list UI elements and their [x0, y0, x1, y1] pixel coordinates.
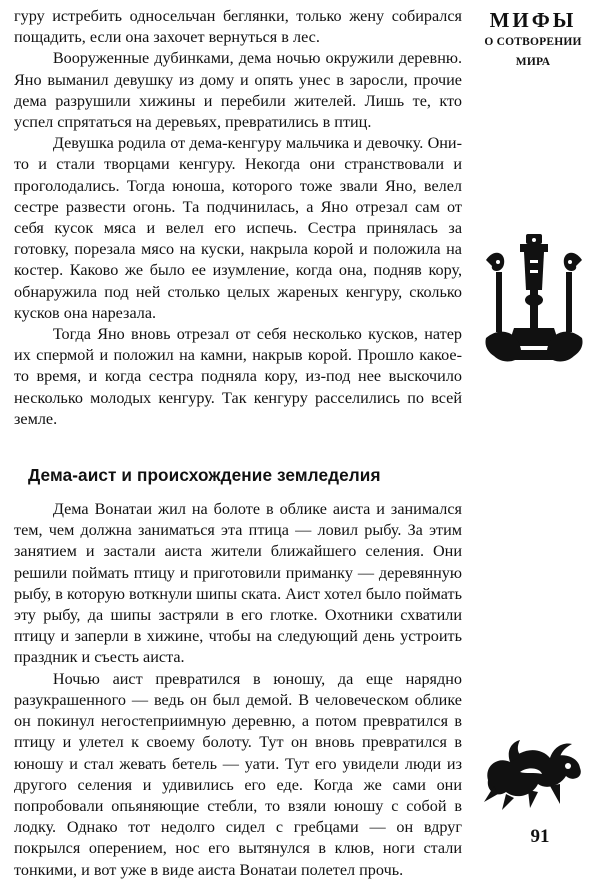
paragraph: Ночью аист превратился в юношу, да еще нарядно разукрашенного — ведь он был демой. В человеческом облике он покинул негостеприимную деревню, а потом превратился в птицу и улетел к своему болоту. Тут он вновь превратился в юношу и стал жевать бетель — уати. Тут его увидели люди из другого селения и удивились его еде. Когда же сами они попробовали опьяняющие стебли, то взяли юношу с собой в лодку. Однако тот недолго сидел с гребцами — он вдруг покрылся оперением, нос его вытянулся в клюв, ноги стали тонкими, и вот уже в виде аиста Вонатаи полетел прочь. — [14, 669, 462, 879]
ritual-figure-ornament — [480, 228, 588, 368]
page-number: 91 — [530, 826, 550, 847]
paragraph: гуру истребить односельчан беглянки, только жену собирался пощадить, если она захочет вернуться в лес. — [14, 7, 462, 47]
running-title: МИФЫ — [489, 8, 577, 32]
paragraph: Вооруженные дубинками, дема ночью окружили деревню. Яно выманил девушку из дому и опять унес в заросли, прочие дема разрушили хижины и перебили жителей. Лишь те, кто успел спрятаться на деревьях, превратились в птиц. — [14, 49, 462, 132]
paragraph: Девушка родила от дема-кенгуру мальчика и девочку. Они-то и стали творцами кенгуру. Некогда они странствовали и проголодались. Тогда юноша, которого тоже звали Яно, велел сестре развести огонь. Та подчинилась, а Яно отрезал сам от себя кусок мяса и велел его испечь. Сестра принялась за готовку, порезала мясо на куски, накрыла корой и положила на костер. Каково же было ее изумление, когда она, подняв кору, обнаружила под ней столько целых жареных кенгуру, сколько кусков она нарезала. — [14, 134, 462, 322]
running-header — [478, 8, 588, 72]
section-heading: Дема-аист и происхождение земледелия — [28, 465, 381, 486]
paragraph: Дема Вонатаи жил на болоте в облике аиста и занимался тем, чем должна заниматься эта птица — ловил рыбу. За этим занятием и застали аиста жители ближайшего селения. Они решили поймать птицу и приготовили приманку — деревянную рыбу, в которую воткнули шипы ската. Аист хотел было поймать эту рыбу, да шипы застряли в его глотке. Охотники схватили птицу и заперли в хижине, чтобы на следующий день устроить праздник и съесть аиста. — [14, 500, 462, 667]
running-subtitle-line-2: МИРА — [515, 56, 551, 68]
paragraph: Тогда Яно вновь отрезал от себя несколько кусков, натер их спермой и положил на камни, накрыв корой. Прошло какое-то время, и когда сестра подняла кору, из-под нее выскочило несколько молодых кенгуру. Так кенгуру расселились по всей земле. — [14, 325, 462, 428]
running-subtitle-line-1: О СОТВОРЕНИИ — [484, 36, 582, 48]
dragon-ornament — [480, 738, 588, 812]
main-text-column — [14, 6, 462, 881]
